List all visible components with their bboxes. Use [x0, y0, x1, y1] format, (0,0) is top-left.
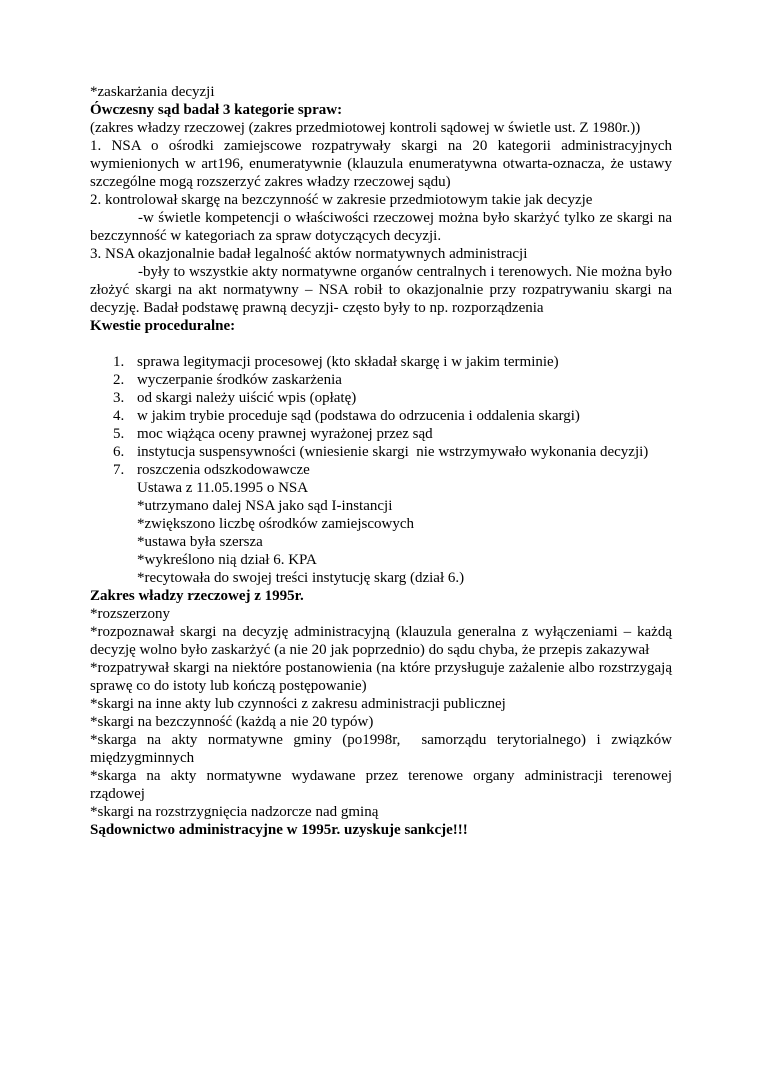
intro-line: *zaskarżania decyzji: [90, 84, 215, 100]
procedural-list: [113, 353, 672, 587]
section1-point-2: 2. kontrolował skargę na bezczynność w zakresie przedmiotowym takie jak decyzje: [90, 192, 593, 208]
section1-point-2-sub: -w świetle kompetencji o właściwości rzeczowej można było skarżyć tylko ze skargi na bezczynność w kategoriach za spraw dotyczących decyzji.: [90, 210, 672, 244]
list-item-text: sprawa legitymacji procesowej (kto składał skargę i w jakim terminie): [137, 354, 559, 370]
section2-heading: Kwestie proceduralne:: [90, 318, 236, 334]
list-item-6: [113, 443, 672, 461]
item7-subline-5: *wykreślono nią dział 6. KPA: [137, 552, 317, 568]
section3-line-8: *skargi na rozstrzygnięcia nadzorcze nad gminą: [90, 804, 379, 820]
section3-line-3: *rozpatrywał skargi na niektóre postanowienia (na które przysługuje zażalenie albo rozstrzygają sprawę co do istoty lub kończą postępowanie): [90, 660, 672, 694]
section1-point-3-sub: -były to wszystkie akty normatywne organów centralnych i terenowych. Nie można było złożyć skargi na akt normatywny – NSA robił to okazjonalnie przy rozpatrywaniu skargi na decyzję. Badał podstawę prawną decyzji- często były to np. rozporządzenia: [90, 264, 672, 316]
list-item-text: moc wiążąca oceny prawnej wyrażonej przez sąd: [137, 426, 433, 442]
item7-subline-6: *recytowała do swojej treści instytucję skarg (dział 6.): [137, 570, 465, 586]
section1-scope-note: (zakres władzy rzeczowej (zakres przedmiotowej kontroli sądowej w świetle ust. Z 1980r.)): [90, 120, 641, 136]
list-item-number: 4.: [113, 408, 125, 424]
item7-subline-1: Ustawa z 11.05.1995 o NSA: [137, 480, 309, 496]
list-item-7: [113, 461, 672, 479]
section3-line-7: *skarga na akty normatywne wydawane przez terenowe organy administracji terenowej rządowej: [90, 768, 672, 802]
list-item-text: od skargi należy uiścić wpis (opłatę): [137, 390, 357, 406]
item7-subline-4: *ustawa była szersza: [137, 534, 263, 550]
list-item-number: 1.: [113, 354, 125, 370]
list-item-number: 7.: [113, 462, 125, 478]
list-item-text: roszczenia odszkodowawcze: [137, 462, 310, 478]
section1-point-1: 1. NSA o ośrodki zamiejscowe rozpatrywały skargi na 20 kategorii administracyjnych wymienionych w art196, enumeratywnie (klauzula enumeratywna otwarta-oznacza, że ustawy szczególne mogą rozszerzyć zakres władzy rzeczowej sądu): [90, 138, 672, 190]
list-item-5: [113, 425, 672, 443]
list-item-text: instytucja suspensywności (wniesienie skargi nie wstrzymywało wykonania decyzji): [137, 444, 649, 460]
list-item-text: wyczerpanie środków zaskarżenia: [137, 372, 342, 388]
list-item-1: [113, 353, 672, 371]
section3-line-1: *rozszerzony: [90, 606, 170, 622]
list-item-4: [113, 407, 672, 425]
section3-line-2: *rozpoznawał skargi na decyzję administracyjną (klauzula generalna z wyłączeniami – każdą decyzję wolno było zaskarżyć (a nie 20 jak poprzednio) do sądu chyba, że przepis zakazywał: [90, 624, 672, 658]
list-item-number: 6.: [113, 444, 125, 460]
list-item-number: 5.: [113, 426, 125, 442]
list-item-number: 3.: [113, 390, 125, 406]
closing-heading: Sądownictwo administracyjne w 1995r. uzyskuje sankcje!!!: [90, 822, 468, 838]
section3-line-4: *skargi na inne akty lub czynności z zakresu administracji publicznej: [90, 696, 506, 712]
item7-subline-3: *zwiększono liczbę ośrodków zamiejscowych: [137, 516, 414, 532]
section3-line-6: *skarga na akty normatywne gminy (po1998r, samorządu terytorialnego) i związków międzygminnych: [90, 732, 672, 766]
list-item-3: [113, 389, 672, 407]
list-item-number: 2.: [113, 372, 125, 388]
section1-heading: Ówczesny sąd badał 3 kategorie spraw:: [90, 102, 343, 118]
list-item-2: [113, 371, 672, 389]
section1-point-3: 3. NSA okazjonalnie badał legalność aktów normatywnych administracji: [90, 246, 528, 262]
section3-line-5: *skargi na bezczynność (każdą a nie 20 typów): [90, 714, 374, 730]
item7-subline-2: *utrzymano dalej NSA jako sąd I-instancji: [137, 498, 393, 514]
section3-heading: Zakres władzy rzeczowej z 1995r.: [90, 588, 304, 604]
list-item-text: w jakim trybie proceduje sąd (podstawa do odrzucenia i oddalenia skargi): [137, 408, 580, 424]
